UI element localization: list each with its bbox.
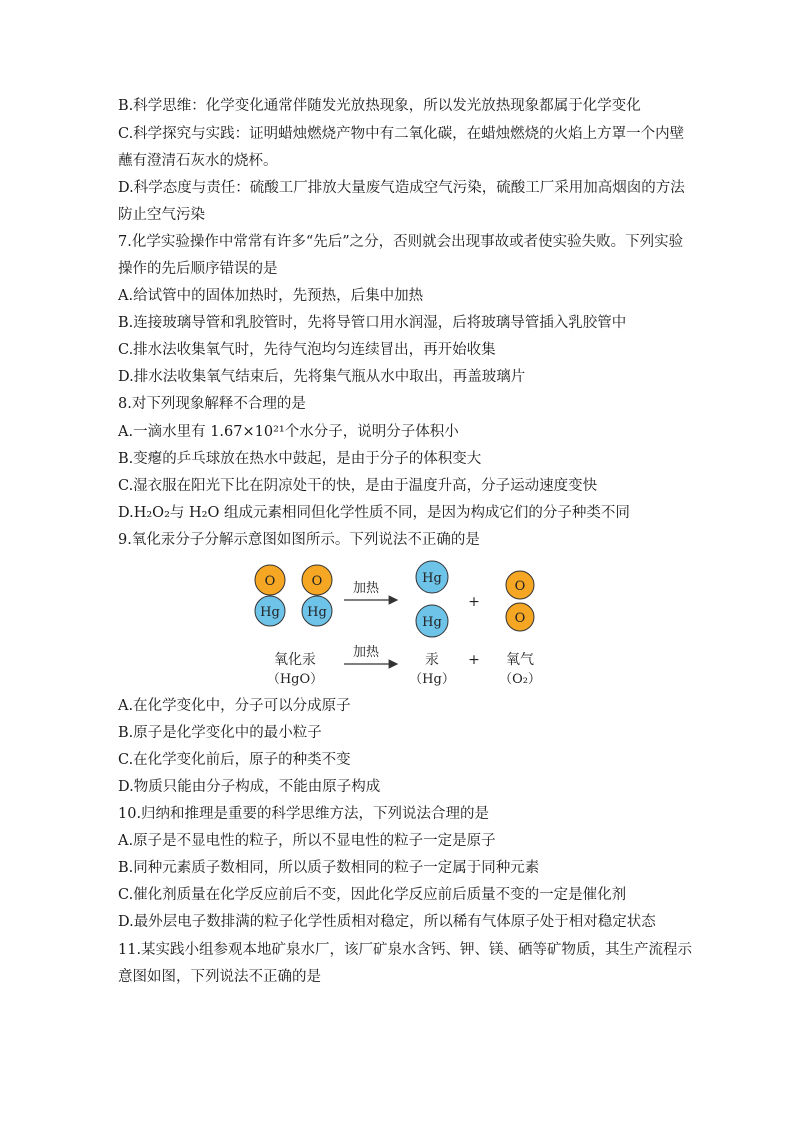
text-line: D.排水法收集氧气结束后，先将集气瓶从水中取出，再盖玻璃片 — [118, 369, 526, 385]
text-line: B.科学思维：化学变化通常伴随发光放热现象，所以发光放热现象都属于化学变化 — [118, 98, 641, 114]
reactant-name: 氧化汞 — [274, 652, 316, 668]
text-line: D.H₂O₂与 H₂O 组成元素相同但化学性质不同，是因为构成它们的分子种类不同 — [118, 505, 630, 521]
text-line: 7.化学实验操作中常常有许多“先后”之分，否则就会出现事故或者使实验失败。下列实验 — [118, 234, 684, 250]
text-line: C.科学探究与实践：证明蜡烛燃烧产物中有二氧化碳，在蜡烛燃烧的火焰上方罩一个内壁 — [118, 126, 685, 142]
text-line: C.湿衣服在阳光下比在阴凉处干的快，是由于温度升高，分子运动速度变快 — [118, 478, 598, 494]
text-line: D.物质只能由分子构成，不能由原子构成 — [118, 779, 381, 795]
product1-formula: （Hg） — [409, 672, 455, 687]
text-line: B.连接玻璃导管和乳胶管时，先将导管口用水润湿，后将玻璃导管插入乳胶管中 — [118, 315, 627, 331]
product2-name: 氧气 — [506, 652, 534, 668]
oxygen-atom-label: O — [264, 574, 276, 589]
oxygen-atom-label: O — [514, 579, 526, 594]
plus-sign-top: + — [468, 594, 480, 610]
text-line: A.在化学变化中，分子可以分成原子 — [118, 698, 351, 714]
text-line: 意图如图，下列说法不正确的是 — [118, 969, 321, 985]
oxygen-atom-label: O — [514, 611, 526, 626]
product2-formula: （O₂） — [499, 672, 541, 687]
heat-label-top: 加热 — [352, 581, 380, 596]
text-line: C.在化学变化前后，原子的种类不变 — [118, 752, 351, 768]
oxygen-atom-label: O — [311, 574, 323, 589]
mercury-atom-label: Hg — [422, 571, 442, 586]
oxygen-molecule-product — [506, 571, 534, 631]
heat-label-bottom: 加热 — [352, 645, 380, 660]
text-line: B.变瘪的乒乓球放在热水中鼓起，是由于分子的体积变大 — [118, 451, 482, 467]
text-line: C.催化剂质量在化学反应前后不变，因此化学反应前后质量不变的一定是催化剂 — [118, 887, 627, 903]
text-line: D.最外层电子数排满的粒子化学性质相对稳定，所以稀有气体原子处于相对稳定状态 — [118, 914, 656, 930]
text-line: 9.氧化汞分子分解示意图如图所示。下列说法不正确的是 — [118, 532, 480, 548]
mercury-atom-label: Hg — [422, 615, 442, 630]
hgo-molecule-1 — [255, 565, 285, 626]
mercury-atoms-product — [416, 561, 448, 637]
text-line: 防止空气污染 — [118, 207, 205, 223]
text-line: C.排水法收集氧气时，先待气泡均匀连续冒出，再开始收集 — [118, 342, 496, 358]
text-line: 蘸有澄清石灰水的烧杯。 — [118, 153, 278, 169]
text-line: 8.对下列现象解释不合理的是 — [118, 396, 306, 412]
text-line: D.科学态度与责任：硫酸工厂排放大量废气造成空气污染，硫酸工厂采用加高烟囱的方法 — [118, 180, 685, 196]
plus-sign-bottom: + — [468, 652, 480, 668]
mercury-atom-label: Hg — [307, 605, 327, 620]
hgo-molecule-2 — [302, 565, 332, 626]
reactant-formula: （HgO） — [266, 672, 324, 687]
hgo-decomposition-diagram — [240, 556, 560, 692]
mercury-atom-label: Hg — [260, 605, 280, 620]
text-line: A.一滴水里有 1.67×10²¹个水分子，说明分子体积小 — [118, 424, 459, 440]
text-line: 11.某实践小组参观本地矿泉水厂，该厂矿泉水含钙、钾、镁、硒等矿物质，其生产流程示 — [118, 942, 693, 958]
text-line: 操作的先后顺序错误的是 — [118, 261, 278, 277]
text-line: B.同种元素质子数相同，所以质子数相同的粒子一定属于同种元素 — [118, 860, 540, 876]
text-line: B.原子是化学变化中的最小粒子 — [118, 725, 322, 741]
product1-name: 汞 — [425, 652, 439, 668]
text-line: 10.归纳和推理是重要的科学思维方法，下列说法合理的是 — [118, 806, 490, 822]
text-line: A.原子是不显电性的粒子，所以不显电性的粒子一定是原子 — [118, 833, 496, 849]
text-line: A.给试管中的固体加热时，先预热，后集中加热 — [118, 288, 424, 304]
